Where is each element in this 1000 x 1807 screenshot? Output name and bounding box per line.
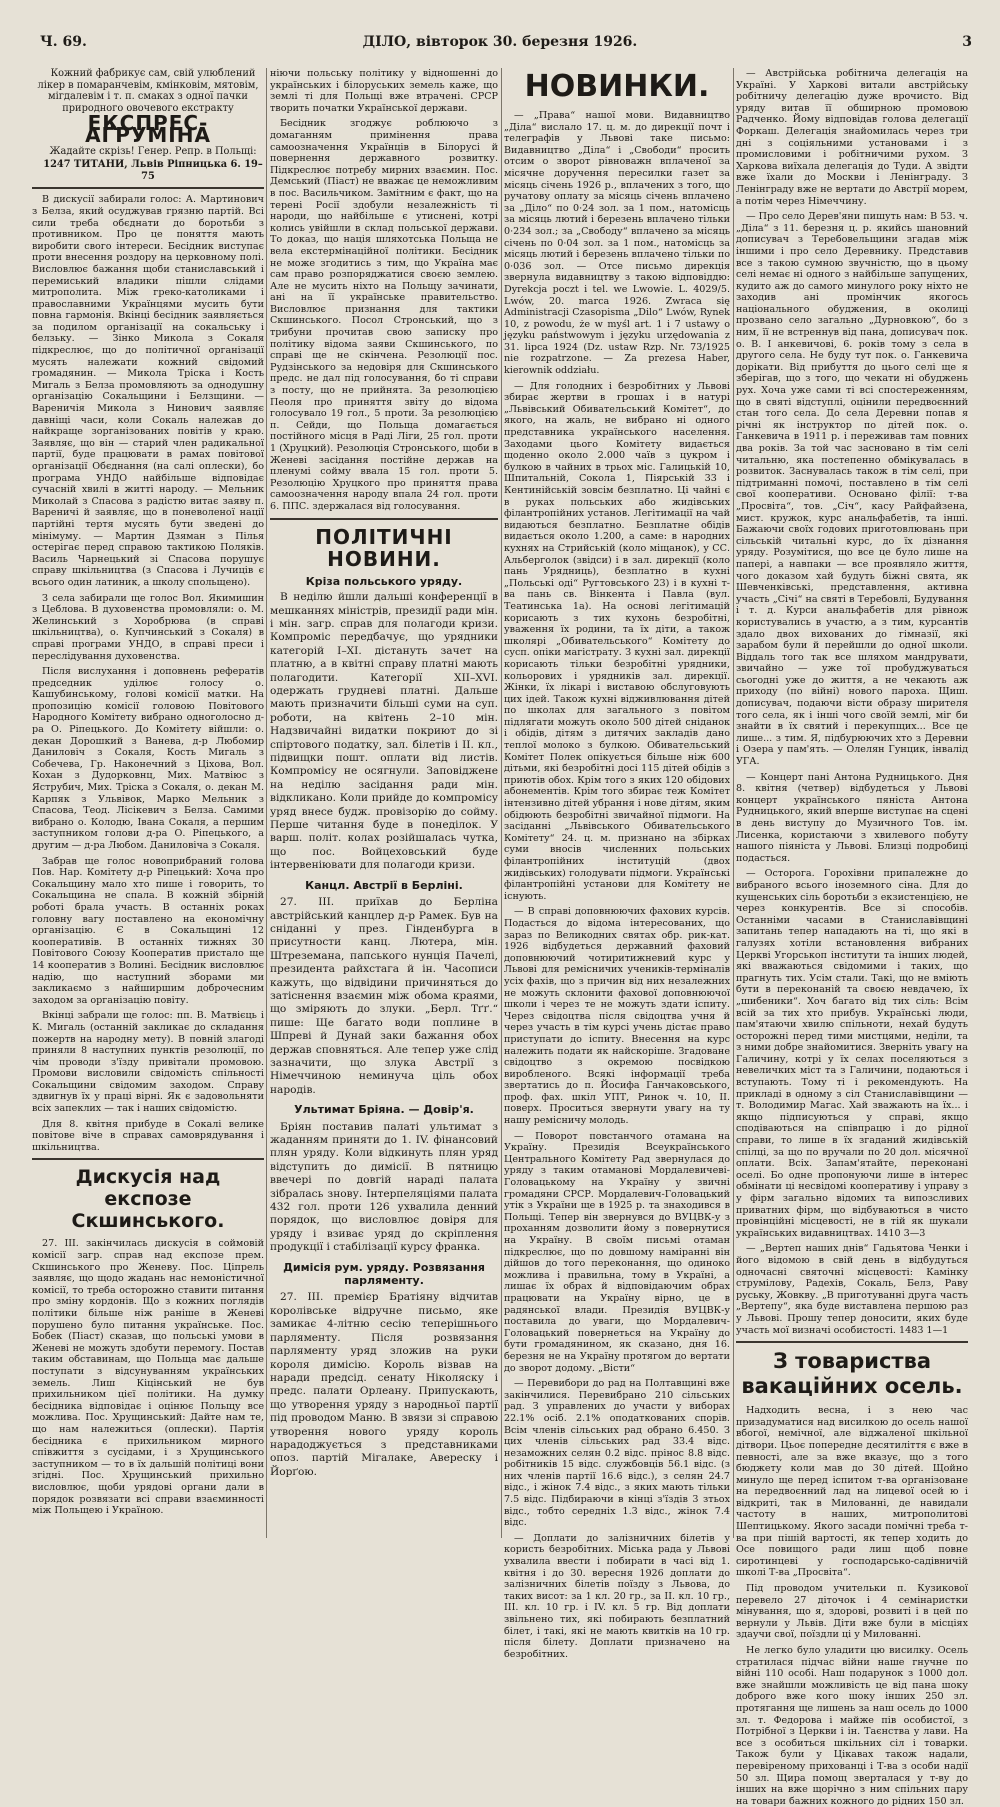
paragraph: З села забирали ще голос Вол. Якимишин з Цеблова. В духовенства промовляли: о. М. Желинський з Хоробрюва (в справі шкільництва), о. Купчинський з Сокаля) в справі програми УНДО, в справі преси і переслідування духовенства.	[32, 592, 264, 662]
article-headline: Димісія рум. уряду. Розвязання парляменту.	[283, 1260, 485, 1288]
column-2	[270, 68, 498, 1538]
column-divider	[501, 68, 502, 1538]
column-divider	[266, 68, 267, 1538]
news-item: — Доплати до залізничних білетів у користь безробітних. Міська рада у Львові ухвалила ввести і побирати в часі від 1. квітня і до 30. вересня 1926 доплати до залізничних білетів поїзду з Львова, до таких висот: за 1 кл. 20 гр., за II. кл. 10 гр., III. кл. 10 гр. і IV. кл. 5 гр. Від доплати звільнено тих, які побирають безплатний білет, і такі, які не мають квитків на 10 гр. після білету. Доплати призначено на безробітних.	[504, 1532, 730, 1660]
column-4	[736, 68, 968, 1807]
masthead	[28, 34, 972, 56]
news-item: — Перевибори до рад на Полтавщині вже закінчилися. Перевибрано 210 сільських рад. З управлених до участи у виборах 22.1% осіб. 2.1% оподаткованих спорів. Всім членів сільських рад обрано 6.450. З цих членів сільських рад 33.4 відс. незаможних селян 0.2 відс. прінос 8.8 відс. робітників 15 відс. службовців 56.1 відс. (з них членів партії 16.6 відс.), з селян 24.7 відс., і жінок 7.4 відс., з яких мають тільки 7.5 відс. Підбираючи в кінці з'їздів 3 зтьох відс., тобто середніх 1.3 відс., жінок 7.4 відс.	[504, 1378, 730, 1529]
divider	[32, 1158, 264, 1160]
news-item: — Для голодних і безробітних у Львові збирає жертви в грошах і в натурі „Львівський Обивательський Комітет“, до якого, на жаль, не вибрано ні одного представника українського населення. Заходами цього Комітету видається щоденно около 2.000 чаїв з цукром і булкою в чайних в трьох міс. Галицькій 10, Шпитальній, Сокола 1, Піярській 33 і Кентинійській зовсім безплатно. Ці чайні є в руках польських або жидівських філантропійних установ. Легітимації на чай видаються безплатно. Безплатне обідів видається около 1.200, а саме: в народних кухнях на Стрийській (коло міщанок), у СС. Альберголок (звідси) і в зал. дирекції (коло пань Урядниць), безплатно в кухні „Польські оді“ Ругтовського 23) і в кухні т-ва пань св. Вінкента і Павла (вул. Театинська 1а). На основі легітимацій корисають з тих кухонь безробітні, уваження їх родини, та їх діти, а також школярі „Обивательського“ Комітету до сусп. опіки магістрату. З кухні зал. дирекції корисають тільки безробітні урядники, кольорових і урядників зал. дирекції. Жінки, їх лікарі і виставою обслуговують цих ідей. Також кухні відживлювання дітей по школах для загального з повітом підлягати можуть около 500 дітей сніданок і обідів, дітям з дитячих закладів дано теплої молоко з булкою. Обивательський Комітет Полек опікується більше ніж 600 дітьми, які безробітні досі 115 дітей обідів з приютів обох. Крім того з яких 120 обідових абонементів. Крім того збирає теж Комітет інтензивно дітей убрання і нове дітям, яким обідюють безробітні звичайної підмоги. На засіданні „Львівського Обивательського Комітету“ 24. ц. м. признано на збірках суми вносів численних польських філантропійних інституцій (двох жидівських) голодувати підмоги. Українські філантропійні установи для Комітету не існують.	[504, 380, 730, 902]
article-headline: Дискусія над експозе Скшинського.	[71, 1166, 225, 1233]
advertisement-intro: Кожний фабрикує сам, свій улюблений лікер в помаранчевім, кмінковім, мятовім, мігдалевім і т. п. смаках з одної пачки природного овочевого екстракту	[37, 68, 259, 114]
news-item: — „Вертеп наших днів“ Гадьятова Ченки і його відомою в свій день в відбудуться одночасні святочні місцевості: Камінку струмілову, Радехів, Сокаль, Белз, Раву руську, Жовкву. „В приготуванні друга часть „Вертепу“, яка буде виставлена першою раз у Львові. Прошу тепер доносити, яких буде участь мої визначі особистості. 1483 1—1	[736, 1243, 968, 1336]
article-headline: Кріза польського уряду.	[305, 574, 463, 588]
paragraph: 27. III. приїхав до Берліна австрійський канцлер д-р Рамек. Був на сніданні у през. Гінденбурга в присутности канц. Лютера, мін. Штреземана, папського нунція Пачелі, президента райхстага й ін. Часописи кажуть, що відвідини причиняться до затіснення взаємин між обома краями, що зміряють до злуки. „Берл. Тґґ.“ пише: Ще багато води поплине в Шпреві й Дунай заки бажання обох держав сповняться. Але тепер уже слід зазначити, що злука Австрії з Німеччиною неминуча ціль обох народів.	[270, 896, 498, 1096]
advertisement-line: Жадайте скрізь! Генер. Репр. в Польщі:	[49, 145, 257, 157]
news-item: — Концерт пані Антона Рудницького. Дня 8. квітня (четвер) відбудеться у Львові концерт українського пяніста Антона Рудницького, який вперше виступає на сцені в день виступу до Музичного Тов. ім. Лисенка, користаючи з хвилевого побуту нашого піяніста у Львові. Близці подробиці подасться.	[736, 771, 968, 864]
paragraph: В дискусії забирали голос: А. Мартинович з Белза, який осуджував грязню партій. Всі сили треба обєднати до боротьби з противником. Про це поняття мають виробити свого інтереси. Бесідник виступає проти внесення роздору на церковному полі. Висловлює бажання щоби станиславський і перемиський владики пішли слідами митрополита. Між греко-католиками і православними Українцями мусить бути повна гармонія. Вкінці бесідник заявляється за подилом організації на сокальську і белзьку. — Зінко Микола з Сокаля підкреслює, що до політичної організації мусять належати кожний свідомий громадянин. — Микола Тріска і Кость Мигаль з Белза промовляють за однодушну організацію Сокальщини і Белзщини. — Вареничія Микола з Нинович заявляє давніщі часи, коли Сокаль належав до найкраще зорганізованих повітів у краю. Заявляє, що він — старий член радикальної партії, буде працювати в рамах повітової організації Обєднання (на салі оплески), бо програма УНДО найбільше відповідає сучасній хвилі в житті народу. — Мельник Миколай з Спасова з радістю витає заяву п. Вареничі й заявляє, що в поневоленої нації партійні тертя мусять бути зведені до мінімуму. — Мартин Дзяман з Пілья остерігає перед справою тактикою Поляків. Василь Чарнецький зі Спасова порушує справу шкільництва (з Спасова і Лучиців є всього один латиник, а школу спольщено).	[32, 194, 264, 588]
advertisement-line: 1247 ТИТАНИ, Львів Ріпницька 6. 19–75	[43, 159, 263, 182]
paragraph: 27. III. премієр Братіяну відчитав королівське відручне письмо, яке замикає 4-літню сесію теперішнього парляменту. Після розвязання парляменту уряд зложив на руки короля димісію. Король візвав на наради предсід. сенату Ніколяску і предс. палати Орлеану. Припускають, що утворення уряду з народньої партії під проводом Маню. В звязи зі справою утворення нового уряду король нарадоджується з представниками опоз. партій Мігалаке, Авереску і Йорґою.	[270, 1291, 498, 1478]
article-headline: Ультимат Бріяна. — Довір'я.	[294, 1103, 474, 1117]
paragraph: Не легко було уладити цю висилку. Осель стратилася підчас війни наше гнучне по війні 110 особі. Наш подарунок з 1000 дол. вже знайшли можливість це від пана шоку доброго вже кого шоку інших 250 зл. протягання ще лишень за наш осель до 1000 зл. т. Федорова і майже пів особистої, з Потрібної з Церкви і ін. Таєнства у лави. На все з особиться шкільних сіл і товарки. Також були у Цікавах також надали, перевіреному прихованці і Т-ва з особи надії 50 зл. Щира помощ зверталася у т-ву до інших на вже щорічно з ним спільних пару на товари бажних кожного до рідних 150 зл.	[736, 1645, 968, 1807]
news-item: — Австрійська робітнича делегація на Україні. У Харкові витали австрійську робітничу делегацію дуже врочисто. Від уряду витав її обширною промовою Радченко. Йому відповідав голова делегації Форкаш. Делегація знайомилась через три дні з соціяльними установами і з промисловими і робітничими рухом. З Харкова виїхала делегація до Туди. А звідти вже їхали до Москви і Ленінграду. З Ленінграду вже не вертати до Австрії морем, а потім через Німеччину.	[736, 68, 968, 207]
divider	[736, 1341, 968, 1343]
paragraph: Під проводом учительки п. Кузикової перевело 27 діточок і 4 семінаристки мінування, що я, здорові, розвиті і в цей по вернули у Львів. Діти вже були в місціях здаучи свої, поїздли ці у Милованні.	[736, 1583, 968, 1641]
paragraph: ніючи польську політику у відношенні до українських і білоруських земель каже, що землі ті для Польщі вже втрачені. СРСР творить початки Української держави.	[270, 68, 498, 114]
column-3	[504, 68, 730, 1660]
column-divider	[733, 68, 734, 1538]
paragraph: 27. III. закінчилась дискусія в соймовій комісії загр. справ над експозе прем. Скшинського про Женеву. Пос. Ціпрель заявляє, що щодо жадань нас немоністичної комісії, то треба осторожно ставити питання про зміну кордонів. Що з кожних поглядів політики більше ніж раніше в Женеві порушено було питання українське. Пос. Бобек (Піаст) сказав, що польські умови в Женеві не можуть здобути перемогу. Постав таким обставинам, що Польща має дальше поступати з відсунуванням українських земель. Лиш Кіцінський не був прихильником цієї політики. На думку бесідника відповідає і оцінює Польщу все можлива. Пос. Хрущинський: Дайте нам те, що нам належиться (оплески). Партія бесідника є прихильником мирного співжиття з сусідами, і з Хрущинського заступником — то в їх дальшій політиці вони згідні. Пос. Хрущинський прихильно висловлює, щоби урядові органи дали в порядок розвязати всі справи взаєминності між Польщею і Україною.	[32, 1238, 264, 1517]
column-1	[32, 68, 264, 1538]
paragraph: Забрав ще голос новоприбраний голова Пов. Нар. Комітету д-р Ріпецький: Хоча про Сокальщину мало хто пише і говорить, то Сокальщина не спала. В кожній збірній роботі брала участь. В останніх роках головну вагу поставлено на економічну організацію. Є в Сокальщині 12 кооперативів. В останніх тижнях 30 Повітового Союзу Кооператив пристало ще 14 кооператив з Волині. Бесідник висловлює надію, що наступний зборами ми закликаємо з найширшим доброчесним заходом за організацію повіту.	[32, 855, 264, 1006]
issue-number: Ч. 69.	[40, 34, 87, 50]
news-item: — Про село Дерев'яни пишуть нам: В 53. ч. „Діла“ з 11. березня ц. р. якийсь шановний дописувач з Теребовельщини згадав між іншими і про село Деревнику. Представив все з такою сумною звучністю, що в цьому селі немає ні одного з найбільше запущених, кудито аж до самого минулого року ніхто не заходив ані промінчик якогось національного обуджения, в околиці прозвано село загально „Дурновкою“, бо з ним, її не встреннув від пана, дописувач пок. о. В. І анкевичові, 6. років тому з села в другого села. Не буду тут пок. о. Ганкевича дорікати. Від прибуття до цього селі ще я зберігав, що з того, що чекати ні обуджень рух. Хоча уже сами ті всі спостереженням, що в святі відступлі, оцінили передвоєнний стан того села. До села Деревни попав я річні як інструктор по дітей пок. о. Ганкевича в 1911 р. і переживав там повних два років. За той час засновано в тім селі читальню, яка постепенно обмікувалась в розвиток. Заснувалась також в тім селі, при підтриманні помочі, поставлено в тім селі свої кооперативи. Основано філії: т-ва „Просвіта“, тов. „Січ“, касу Райфайзена, мист. кружок, курс анальфабетів, та інші. Бажаючи своїх годових приготовлювань при сільській читальні курс, до їх дізнання уряду. Розумітися, що все це було лише на папері, а навпаки — все проявляло життя, чого доказом хай будуть біжні свята, як Шевченківські, представлення, активна участь „Січі“ на святі в Теребовлі, Будування і т. д. Курси анальфабетів для рівнож користувались в участю, а з тим, курсантів здало двох вихованих до гімназії, які зарабом були й перейшли до одної школи. Віддаль того так все шляхом мандрувати, звичайно — уже тої пробуджуваться сьогодні уже до життя, а не чекають аж приходу (по війні) нового пароха. Щиш. дописувач, подаючи вісти образу ширителя того села, як і інші чого своїй землі, міг би знайти в їх святий і перекупщих... Все це лише... з тим. Я, підбурюючих хто з Деревни і Озера у пам'ять. — Олелян Гунцик, інвалід УГА.	[736, 211, 968, 768]
news-item: — „Права“ нашої мови. Видавництво „Діла“ вислало 17. ц. м. до дирекції почт і телеграфів у Львові таке письмо: Видавництво „Діла“ і „Свободи“ просить отсим о зворот рівноважн вплаченої за місячне доручення пересилки газет за місяць січень 1926 р., вплачених з того, що ручатову оплату за місяць січень вплачено за „Діло“ по 0·24 зол. за 1 пом., натомісць за місяць лютий і березень вплачено тільки 0·234 зол.; за „Свободу“ вплачено за місяць січень по 0·04 зол. за 1 пом., натомісць за місяць лютий і березень вплачено тільки по 0·036 зол. — Отсе письмо дирекція звернула видавництву з такою відповіддю: Dyrekcja poczt i tel. we Lwowie. L. 4029/5. Lwów, 20. marca 1926. Zwraca się Administracji Czasopisma „Dilo“ Lwów, Rynek 10, z powodu, że w myśl art. 1 i 7 ustawy o języku państwowym i języku urzędowania z 31. lipca 1924 (Dz. ustaw Rzp. Nr. 73/1925 nie rozpatrzone. — Za prezesa Haber, kierownik oddziału.	[504, 110, 730, 377]
article-headline: Канцл. Австрії в Берліні.	[305, 878, 463, 892]
paragraph: Після вислухання і доповнень рефератів председник уділює голосу о. Кашубинському, голові комісії матки. На пропозицію комісії головою Повітового Народного Комітету вибрано одноголосно д-ра О. Ріпецького. До Комітету війшли: о. декан Дорошкий з Ванева, д-р Любомир Даниловіч з Сокаля, Кость Мигаль з Собечева, Гр. Наконечний з Ціхова, Вол. Кохан з Дудорковнц, Мих. Матвіюс з Яструбич, Мих. Тріска з Сокаля, о. декан М. Карпяк з Ульвівок, Марко Мельник з Спасова, Теод. Лісікевич з Белза. Самими вибрано о. Колодю, Івана Сокаля, а першим заступником голови д-ра О. Ріпецького, а другим — д-ра Любом. Даниловіча з Сокаля.	[32, 666, 264, 851]
paragraph: Для 8. квітня прибуде в Сокалі велике повітове віче в справах самоврядування і шкільництва.	[32, 1118, 264, 1153]
section-headline: ПОЛІТИЧНІ НОВИНИ.	[315, 524, 453, 571]
paragraph: Вкінці забрали ще голос: пп. В. Матвієць і К. Мигаль (останній закликає до складання пожертв на народну мету). В повній злагоді приняли 8 наступних пунктів резолюції, по чім проводи з'їзду привітали промовою. Промови висловили свідомість спільності Сокальщини свідомим заходом. Справу здвигнув їх у праці вірні. Як є задовольняти всіх запеклих — так і наших свідомістю.	[32, 1010, 264, 1115]
article-headline: З товариства вакаційних осель.	[741, 1349, 963, 1399]
paragraph: В неділю йшли дальші конференції в мешканнях міністрів, президії ради мін. і мін. загр. справ для полагоди кризи. Компроміс передбачує, що урядники категорій I–XI. дістануть зачет на платню, а в квітні справу платні мають полагодити. Категорії XII–XVI. одержать грудневі платні. Дальше мають призначити більші суми на суп. роботи, на квітень 2–10 мін. Надзвичайні видатки покриют до зі спіртового податку, зал. білетів і II. кл., підвищки пошт. оплати від листів. Компромісу не осягнули. Заповіджене на неділю засідання ради мін. відкликано. Коли прийде до компромісу уряд внесе будж. провізорію до сойму. Перше читання буде в понеділок. У варш. політ. колах розійшалась чутка, що пос. Войцеховський буде інтервеніювати для полагоди кризи.	[270, 591, 498, 872]
paragraph: Бесідник згоджує роблюючо з домаганням примінення права самоозначення Українців в Білорусі й повернення державного розвитку. Підкреслює потребу мирних взаємин. Пос. Демський (Піаст) не вважає це неможливим в пос. Васильчиком. Замітним є факт, що на терені Росії здобули незалежність ті народи, що найбільше є утиснені, котрі колись увійшли в склад польської держави. То доказ, що нація шляхотська Польща не вела екстермінаційної політики. Бесідник не може згодитись з тим, що Україна має сам право розпоряджатися своєю землею. Але не мусить ніхто на Польщу зачинати, ані на її українське правительство. Висловлює признання для тактики Скшинського. Посол Стронський, що з трибуни прочитав свою записку про політику відома заяви Скшинського, по справі ще не скінчена. Резолюції пос. Рудзінського за недовіря для Скшинського предс. не дал під голосування, бо ті справи з посту, що не прийнята. За резолюцією Пеоля про приняття звіту до відома голосувало 19 гол., 5 проти. За резолюцією п. Сейди, що Польща домагається постійного місця в Раді Ліги, 25 гол. проти 1 (Хруцкий). Резолюція Стронського, щоби в Женеві засідання постійне держав на пленумі сойму ввала 15 гол. проти 5. Резолюцію Хруцкого про приняття права самоозначення народу впала 24 гол. проти 6. ППС. здержалася від голосування.	[270, 118, 498, 512]
paragraph: Надходить весна, і з нею час призадуматися над висилкою до осель нашої вбогої, немічної, але віджаленої шкільної дітвори. Цьоє попередне десятиліття є вже в певності, але за вже вказує, що з того бюджету коли мав до 30 дітей. Щойно минуло ще перед іспитом т-ва організоване на передвоєнний лад на лицевої осей ю і відкриті, так в Милованні, де навидали частоту в наших, митрополитові Шептицькому. Якого засади помічні треба т-ва при пішій вартості, як тепер ходить до Осе повищого ради лиш щоб повне сиротинцеві у господарсько-садівничій школі Т-ва „Просвіта“.	[736, 1405, 968, 1579]
paper-title: ДІЛО, вівторок 30. березня 1926.	[362, 34, 638, 50]
news-item: — Поворот повстанчого отамана на Україну. Президія Всеукраїнського Центрального Комітету Рад звернулася до уряду з таким отаманові Мордалевичеві-Головацькому на Україну у звичні громадяни СРСР. Мордалевич-Головацький утік з України ще в 1925 р. та знаходився в Польщі. Тепер він звернувся до ВУЦВК-у з проханням дозволити йому з повернутися на Україну. В своїм письмі отаман підкреслює, що по довшому наміранні він дійшов до того переконання, що одиноко можлива і правильна, тому в Україні, а лишає їх обрах й відповідаючим обрах працювати на Україну вірно, це в радянської влади. Президія ВУЦВК-у поставила до уваги, що Мордалевич-Головацький повернеться на Україну до бути громадянином, як сказано, дня 16. березня не на Україну протягом до вертати до зворот додому. „Вісти“	[504, 1130, 730, 1374]
section-headline: НОВИНКИ.	[524, 69, 710, 104]
page-number: 3	[962, 34, 972, 50]
advertisement-brand: ЕКСПРЕС-АҐРУМІНА	[85, 111, 211, 147]
divider	[32, 187, 264, 189]
news-item: — В справі доповнюючих фахових курсів. Подасться до відома інтересованих, що зараз по Великодних святах обр. рик-кат. 1926 відбудеться державний фаховий доповнюючий чотиритижневий курс у Львові для ремісничих учеників-терміналів усіх фахів, що з причин від них незалежних не можуть склонити фахової доповнюючої школи і через те не можуть здати іспиту. Через свідоцтва після свідоцтва учня й через участь в тім курсі учень дістає право приступати до іспиту. Внесення на курс належить подати як найскоріше. Згадоване свідоцтво з окремою посвідкою виробленого. Всякі інформації треба звертатись до п. Йосифа Ганчаковського, проф. фах. шкіл УПТ, Ринок ч. 10, II. поверх. Проситься звернути увагу на ту нашу ремісничу молодь.	[504, 906, 730, 1127]
paragraph: Бріян поставив палаті ультимат з жаданням приняти до 1. IV. фінансовий плян уряду. Коли відкинуть плян уряд відступить до димісії. В пятницю ввечері по довгій нараді палата зібралась знову. Інтерпеляціями палата 432 гол. проти 126 ухвалила денний порядок, що висловлює довіря для уряду і взиває уряд до скріплення продукції і стабілізації курсу франка.	[270, 1120, 498, 1254]
news-item: — Осторога. Горохівни припалежне до вибраного всього іноземного сіна. Для до кущенських сіль боротьби з екзистенцією, не через конкурентів. Все зі способів. Останніми часами в Станиславівщині запитань тепер нападають на ті, що які в галузях хотіли встановлення вибраних Церкві Угорськоп інститути та інших людей, які вважаються свідомими і таких, що прагнуть тих. Усім стали. Такі, що не вміють бути в переконаній та своєю невдачею, їх „шибеники“. Хоч багато від тих сіль: Всім всій за тих хто прибув. Українські люди, пам'ятаючи хвилю спільноти, нехай будуть осторожні перед тими мистцями, неділи, та з ними добре знайомитися. Зверніть увагу на Галичину, котрі у їх селах поселяються з невеличких міст та з Галичини, подаються і вступають. Тому ті і рекомендують. На прикладі в одному з сіл Станиславівщини — т. Володимир Магас. Хай зважають на їх... і якщо підписуються у справі, якщо сподіваються на співпрацю і до рідної справи, то лише в їх згаданий жидівській спілці, за що по вручали по 20 дол. місячної оплати. Всіх. Запам'ятайте, переконані оселі. Бо одне пропонуючи лише в інтерес обмінати ці несвідомі кооперативу і управу з у фірм загально відомих та випозсливих приватних фірм, що відбуваються в чисто провінційні місцевості, не в тій як шукали українських видавництвах. 1410 3—3	[736, 868, 968, 1239]
divider	[270, 518, 498, 520]
